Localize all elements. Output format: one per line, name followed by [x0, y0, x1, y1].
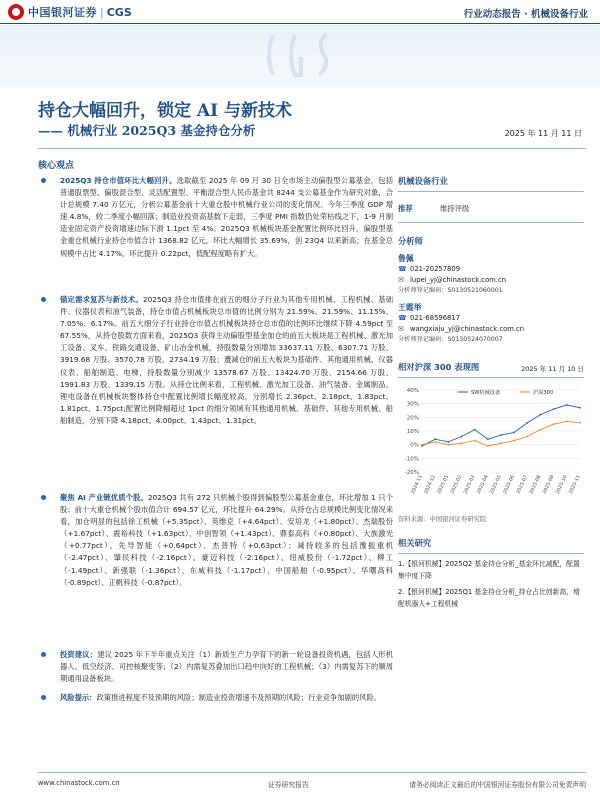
data-point — [579, 422, 581, 424]
bullet-body: 建议 2025 年下半年重点关注（1）新质生产力孕育下的新一轮设备投资机遇，包括人形机器人、低空经济、可控核聚变等；（2）内需复苏叠加出口趋中向好的工程机械；（3）内需复苏下的顺周期通用设备板块。 — [60, 650, 393, 684]
footer-disclaimer: 请务必阅读正文最后的中国银河证券股份有限公司免责声明 — [409, 781, 586, 789]
data-point — [579, 407, 581, 409]
core-views — [38, 175, 393, 724]
bullet-investment-advice — [38, 649, 393, 686]
bullet-body: 2025Q3 共有 272 只机械个股得到偏股型公募基金重仓，环比增加 1 只个股；前十大重仓机械个股市值合计 694.57 亿元，环比提升 64.29%。从持仓占总规模比例变化情况来看，加仓明显的包括徐工机械（+5.35pct）、英维克（+4.64pct）、安培龙（+1.80pct）、杰瑞股份（+1.67pct）、震裕科技（+1.63pct）、中创智领（+1.43pct）、鼎泰高科（+0.80pct）、大族激光（+0.77pct）、先导智能（+0.64pct）、杰普特（+0.63pct）；减持较多的包括豫振重机（-2.47pct）、肇民科技（-2.16pct）、豪迈科技（-2.16pct）、纽威股份（-1.72pct）、柳工（-1.49pct）、新强联（-1.36pct）、东威科技（-1.17pct）、中国船舶（-0.95pct）、华曙高科（-0.89pct）、正帆科技（-0.87pct）。 — [60, 493, 393, 587]
x-tick-label: 2025-11 — [568, 474, 582, 496]
data-point — [513, 440, 515, 442]
bullet-heading: 聚焦 AI 产业链优质个股。 — [60, 493, 148, 502]
relative-performance-chart — [398, 384, 584, 512]
series-line — [422, 421, 580, 446]
x-tick-label: 2025-06 — [502, 474, 516, 496]
data-point — [447, 441, 449, 443]
data-point — [434, 438, 436, 440]
data-point — [540, 429, 542, 431]
series-line — [422, 405, 580, 446]
data-point — [447, 444, 449, 446]
x-tick-label: 2025-10 — [555, 474, 569, 496]
y-tick-label: 0% — [410, 442, 419, 449]
y-tick-label: 30% — [406, 401, 419, 408]
phone-text: 021-20257809 — [410, 265, 461, 273]
bullet-body: 2025Q3 持仓市值排在前五的细分子行业为其他专用机械、工程机械、基础件、仪器仪表和油气装备，持仓市值占机械板块总市值的比例分别为 21.59%、21.59%、11.15%、7.05%、6.17%。前五大细分子行业持仓市值占机械板块持仓总市值的比例环比继续下降 4.59pct 至 67.55%，从持仓股数方面来看，2025Q3 获得主动偏股型基金加仓的前五大板块是工程机械、激光加工设备、叉车、铁路交通设备、矿山冶金机械，持股数量分别增加 33637.11 万股、6307.71 万股、3919.68 万股、3570.78 万股、2734.19 万股；遭减仓的前五大板块为基础件、其他通用机械、仪器仪表、船舶制造、电梯，持股数量分别减少 13578.67 万股、13424.70 万股、2154.66 万股、1991.83 万股、1339.15 万股。从持仓比例来看，工程机械、激光加工设备、油气装备、金属制品、锂电设备在机械板块整体持仓中配置比例增长幅度较高，分别增长 2.36pct、2.18pct、1.83pct、1.81pct、1.75pct;配置比例降幅超过 1pct 的细分领域有其他通用机械、基础件、其他专用机械、船舶制造，分别下降 4.18pct、4.00pct、1.43pct、1.31pct。 — [60, 295, 394, 425]
x-tick-label: 2025-03 — [463, 474, 477, 496]
data-point — [461, 436, 463, 438]
analyst-card — [398, 302, 584, 345]
analyst-email[interactable] — [398, 275, 584, 286]
x-tick-label: 2025-08 — [529, 474, 543, 496]
analyst-cert: 分析师登记编码：S0130521060001 — [398, 287, 503, 294]
brand-name-en: CGS — [106, 5, 132, 19]
email-icon: ✉ — [398, 325, 404, 333]
email-text[interactable]: wangxiaju_yj@chinastock.com.cn — [410, 325, 525, 333]
data-point — [553, 423, 555, 425]
footer-center: 证券研究报告 — [268, 781, 309, 789]
rating-label: 推荐 — [398, 204, 413, 213]
research-heading: 相关研究 — [398, 538, 432, 548]
bullet-body: 政策推进程度不及预期的风险；制造业投资增速不及预期的风险；行业竞争加剧的风险。 — [96, 693, 382, 702]
x-tick-label: 2025-01 — [437, 474, 451, 496]
footer-website[interactable]: www.chinastock.com.cn — [38, 779, 120, 787]
data-point — [500, 434, 502, 436]
x-tick-label: 2025-09 — [542, 474, 556, 496]
email-text[interactable]: lupei_yj@chinastock.com.cn — [410, 276, 507, 284]
report-type: 行业动态报告 · 机械设备行业 — [463, 9, 588, 20]
report-date: 2025 年 11 月 11 日 — [504, 129, 582, 138]
section-divider — [398, 553, 584, 554]
core-views-heading: 核心观点 — [38, 161, 75, 171]
rating-value: 维持评级 — [440, 204, 470, 213]
y-tick-label: 10% — [406, 429, 419, 435]
bullet-dot-icon — [41, 495, 46, 500]
phone-text: 021-68596817 — [410, 314, 461, 322]
title-divider — [38, 148, 586, 149]
data-point — [553, 408, 555, 410]
industry-heading: 机械设备行业 — [398, 176, 448, 186]
data-point — [487, 438, 489, 440]
data-point — [540, 414, 542, 416]
section-divider — [398, 191, 584, 192]
report-title: 持仓大幅回升，锁定 AI 与新技术 — [38, 101, 292, 121]
data-point — [421, 444, 423, 446]
brand-emblem-icon — [8, 4, 24, 20]
brand-separator: | — [100, 5, 104, 19]
y-tick-label: 20% — [406, 415, 419, 422]
analyst-name: 王霞举 — [398, 303, 422, 312]
page-footer — [38, 772, 586, 792]
research-link[interactable]: 2.【银河机械】2025Q1 基金持仓分析_持仓占比创新高，增配机器人+工程机械 — [398, 588, 580, 608]
data-point — [474, 429, 476, 431]
chart-title: 相对沪深 300 表现图 — [398, 362, 480, 372]
bullet-heading: 投资建议： — [60, 650, 98, 659]
y-tick-label: -20% — [404, 470, 419, 476]
phone-icon: ☎ — [398, 265, 407, 273]
x-tick-label: 2025-07 — [516, 474, 530, 496]
analyst-phone — [398, 264, 584, 275]
phone-icon: ☎ — [398, 314, 407, 322]
y-tick-label: -10% — [404, 456, 419, 463]
bullet-heading: 2025Q3 持仓市值环比大幅回升。 — [60, 176, 177, 185]
data-point — [461, 442, 463, 444]
analyst-name: 鲁佩 — [398, 254, 414, 263]
legend-label: 沪深300 — [533, 390, 554, 396]
rating-row — [398, 204, 584, 214]
section-divider — [398, 377, 584, 378]
bullet-dot-icon — [41, 297, 46, 302]
data-point — [526, 422, 528, 424]
bullet-body: 选取截至 2025 年 09 月 30 日全市场主动偏股型公募基金，包括普通股票型、偏股混合型、灵活配置型、平衡混合型人民币基金共 8244 支公募基金作为研究对象，合计总规模 7.40 万亿元，分析公募基金前十大重仓股中机械行业公司的变化情况。今年三季度 GDP 增速 4.8%，较二季度小幅回落；制造业投资高基数下走弱，三季度 PMI 指数仍处荣枯线之下，1-9 月制造业固定资产投资增速边际下滑 1.1pct 至 4%。2025Q3 机械板块基金配置比例环比回升，偏股型基金重仓机械行业持仓市值合计 1368.82 亿元，环比大幅增长 35.69%，创 23Q4 以来新高；在基金总规模中占比 4.17%，环比提升 0.22pct，低配程度略有扩大。 — [60, 176, 393, 258]
brand-name-cn: 中国银河证券 — [28, 6, 97, 19]
bullet-holdings — [38, 175, 393, 288]
bullet-dot-icon — [41, 178, 46, 183]
bullet-subsectors — [38, 294, 393, 486]
data-point — [513, 431, 515, 433]
bullet-heading: 锚定需求复苏与新技术。 — [60, 295, 143, 304]
header-banner — [0, 25, 600, 87]
x-tick-label: 2025-02 — [450, 474, 464, 496]
x-tick-label: 2025-05 — [489, 474, 503, 496]
brand-logo — [8, 3, 132, 21]
x-tick-label: 2024-12 — [423, 474, 437, 496]
analyst-phone — [398, 313, 584, 324]
research-link[interactable]: 1.【银河机械】2025Q2 基金持仓分析_基金环比减配，配置集中度下降 — [398, 560, 580, 580]
bullet-risk-warning — [38, 692, 393, 718]
bullet-ai-stocks — [38, 492, 393, 645]
bullet-heading: 风险提示： — [60, 693, 97, 702]
chart-source: 资料来源：中国银河证券研究院 — [398, 516, 487, 523]
analyst-card — [398, 253, 584, 296]
chart-date: 2025 年 11 月 10 日 — [521, 365, 584, 373]
legend-label: SW机械设备 — [471, 390, 501, 396]
data-point — [566, 421, 568, 423]
analyst-cert: 分析师登记编码：S0130524070007 — [398, 336, 503, 343]
data-point — [487, 445, 489, 447]
analyst-email[interactable] — [398, 324, 584, 335]
data-point — [566, 404, 568, 406]
section-divider — [398, 222, 584, 223]
report-subtitle: —— 机械行业 2025Q3 基金持仓分析 — [38, 123, 256, 138]
chart-header — [398, 361, 584, 373]
analyst-heading: 分析师 — [398, 236, 423, 246]
x-tick-label: 2024-11 — [410, 474, 424, 496]
data-point — [500, 442, 502, 444]
x-tick-label: 2025-04 — [476, 474, 490, 496]
data-point — [434, 441, 436, 443]
bullet-dot-icon — [41, 695, 46, 700]
watermark-logo-icon — [265, 25, 345, 87]
report-header — [0, 0, 600, 24]
data-point — [526, 436, 528, 438]
data-point — [474, 440, 476, 442]
bullet-dot-icon — [41, 652, 46, 657]
y-tick-label: 40% — [406, 388, 419, 394]
performance-chart-svg — [398, 384, 584, 512]
sidebar — [398, 175, 584, 610]
email-icon: ✉ — [398, 276, 404, 284]
